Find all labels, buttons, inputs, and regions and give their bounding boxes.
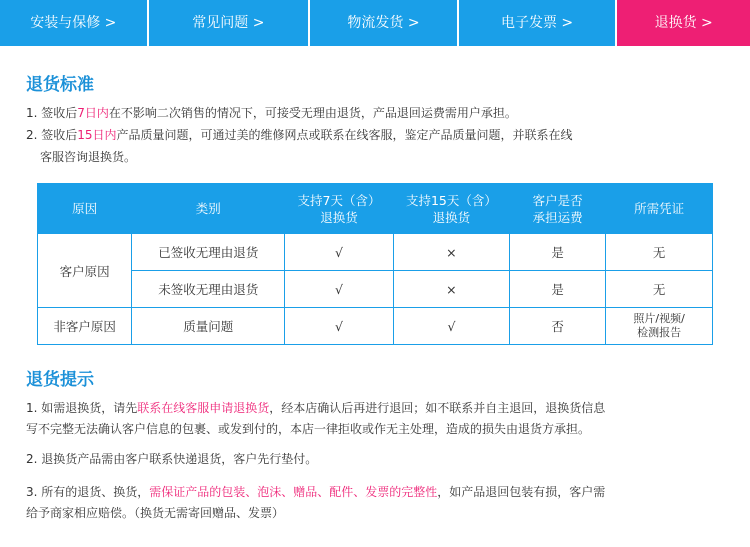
- highlight-7-days: 7日内: [77, 106, 109, 120]
- tip-item-1-cont: 写不完整无法确认客户信息的包裹、或发到付的，本店一律拒收或作无主处理，造成的损失由退货方承担。: [26, 422, 591, 436]
- support-7-cell: √: [285, 271, 394, 308]
- proof-cell: 无: [606, 271, 713, 308]
- group-customer-reason: 客户原因: [38, 234, 132, 308]
- tip-item-3: 3. 所有的退货、换货，需保证产品的包装、泡沫、赠品、配件、发票的完整性，如产品退回包装有损，客户需: [26, 485, 606, 499]
- header-15-day: 支持15天（含） 退换货: [393, 184, 509, 234]
- header-shipping-fee: 客户是否 承担运费: [510, 184, 606, 234]
- return-tips-section: [0, 368, 621, 524]
- category-cell: 已签收无理由退货: [132, 234, 285, 271]
- tab-e-invoice[interactable]: 电子发票 >: [459, 0, 616, 46]
- proof-cell: 无: [606, 234, 713, 271]
- table-row: [38, 234, 713, 271]
- support-15-cell: √: [393, 308, 509, 345]
- header-category: 类别: [132, 184, 285, 234]
- table-row: [38, 271, 713, 308]
- rule-item-1: 1. 签收后7日内在不影响二次销售的情况下，可接受无理由退货，产品退回运费需用户承担。: [26, 106, 517, 120]
- tip-item-3-cont: 给予商家相应赔偿。（换货无需寄回赠品、发票）: [26, 506, 285, 520]
- highlight-15-days: 15日内: [77, 128, 117, 142]
- group-non-customer-reason: 非客户原因: [38, 308, 132, 345]
- support-15-cell: ×: [393, 271, 509, 308]
- tab-bar: [0, 0, 750, 46]
- return-policy-table: [37, 183, 713, 345]
- tab-returns[interactable]: 退换货 >: [617, 0, 750, 46]
- return-tips-title: 退货提示: [26, 370, 94, 390]
- rule-item-2-cont: 客服咨询退换货。: [40, 150, 137, 164]
- table-row: [38, 308, 713, 345]
- category-cell: 质量问题: [132, 308, 285, 345]
- tab-install-warranty[interactable]: 安装与保修 >: [0, 0, 147, 46]
- contact-service-highlight: 联系在线客服申请退换货: [137, 401, 270, 415]
- return-tips-list: [26, 398, 605, 524]
- tab-faq[interactable]: 常见问题 >: [149, 0, 309, 46]
- return-standard-title: 退货标准: [26, 75, 94, 95]
- tip-item-2: 2. 退换货产品需由客户联系快递退货，客户先行垫付。: [26, 452, 318, 466]
- rule-item-2: 2. 签收后15日内产品质量问题，可通过美的维修网点或联系在线客服，鉴定产品质量问题，并联系在线: [26, 128, 573, 142]
- support-7-cell: √: [285, 308, 394, 345]
- packaging-integrity-highlight: 需保证产品的包装、泡沫、赠品、配件、发票的完整性: [149, 485, 438, 499]
- return-standard-section: [0, 73, 589, 168]
- return-standard-rules: [26, 102, 573, 168]
- shipping-fee-cell: 是: [510, 234, 606, 271]
- support-7-cell: √: [285, 234, 394, 271]
- shipping-fee-cell: 否: [510, 308, 606, 345]
- header-reason: 原因: [38, 184, 132, 234]
- tab-logistics[interactable]: 物流发货 >: [310, 0, 457, 46]
- proof-cell: 照片/视频/ 检测报告: [606, 308, 713, 345]
- shipping-fee-cell: 是: [510, 271, 606, 308]
- table-header-row: [38, 184, 713, 234]
- header-7-day: 支持7天（含） 退换货: [285, 184, 394, 234]
- support-15-cell: ×: [393, 234, 509, 271]
- tip-item-1: 1. 如需退换货，请先联系在线客服申请退换货，经本店确认后再进行退回；如不联系并自主退回，退换货信息: [26, 401, 606, 415]
- category-cell: 未签收无理由退货: [132, 271, 285, 308]
- header-proof: 所需凭证: [606, 184, 713, 234]
